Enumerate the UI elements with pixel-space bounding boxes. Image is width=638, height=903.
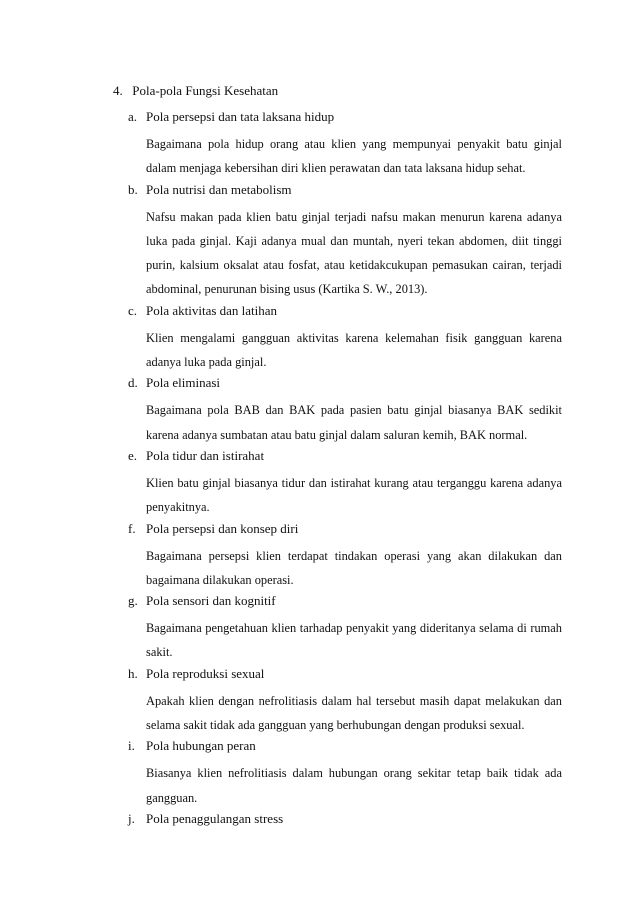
list-item <box>128 374 562 447</box>
item-title <box>128 374 562 398</box>
item-letter: a. <box>128 109 138 124</box>
item-letter: f. <box>128 520 136 536</box>
item-title <box>128 810 562 834</box>
item-title <box>128 302 562 326</box>
item-body: Nafsu makan pada klien batu ginjal terjadi nafsu makan menurun karena adanya luka pada ginjal. Kaji adanya mual dan muntah, nyeri tekan abdomen, diit tinggi purin, kalsium oksalat atau fosfat, atau ketidakcukupan pemasukan cairan, terjadi abdominal, penurunan bising usus (Kartika S. W., 2013). <box>146 209 562 297</box>
item-title-text: Pola nutrisi dan metabolism <box>146 181 292 197</box>
item-title <box>128 447 562 471</box>
list-item <box>128 592 562 665</box>
section-title: Pola-pola Fungsi Kesehatan <box>132 83 279 98</box>
item-body: Bagaimana pola hidup orang atau klien yang mempunyai penyakit batu ginjal dalam menjaga kebersihan diri klien perawatan dan tata laksana hidup sehat. <box>146 137 562 176</box>
item-title <box>128 737 562 761</box>
item-body: Bagaimana persepsi klien terdapat tindakan operasi yang akan dilakukan dan bagaimana dilakukan operasi. <box>146 548 562 587</box>
item-letter: e. <box>128 447 138 463</box>
item-title-text: Pola penaggulangan stress <box>146 810 284 826</box>
item-letter: c. <box>128 302 138 318</box>
list-item <box>128 520 562 593</box>
section-number: 4. <box>113 83 123 98</box>
list-item <box>128 302 562 375</box>
item-title <box>128 520 562 544</box>
item-body: Apakah klien dengan nefrolitiasis dalam hal tersebut masih dapat melakukan dan selama sakit tidak ada gangguan yang berhubungan dengan produksi sexual. <box>146 693 562 733</box>
item-title-text: Pola hubungan peran <box>146 738 256 754</box>
item-title-text: Pola reproduksi sexual <box>146 665 265 681</box>
item-title-text: Pola eliminasi <box>146 375 221 391</box>
item-letter: h. <box>128 665 138 681</box>
list-item <box>128 181 562 302</box>
item-title <box>128 665 562 689</box>
list-item <box>128 810 562 834</box>
item-title <box>128 181 562 205</box>
list-item <box>128 737 562 810</box>
item-title-text: Pola sensori dan kognitif <box>146 593 276 609</box>
item-title-text: Pola aktivitas dan latihan <box>146 302 278 318</box>
item-body: Klien mengalami gangguan aktivitas karena kelemahan fisik gangguan karena adanya luka pada ginjal. <box>146 330 562 370</box>
item-title-text: Pola tidur dan istirahat <box>146 447 265 463</box>
item-body: Klien batu ginjal biasanya tidur dan istirahat kurang atau terganggu karena adanya penyakitnya. <box>146 475 562 515</box>
item-title-text: Pola persepsi dan tata laksana hidup <box>146 109 335 124</box>
item-body: Bagaimana pengetahuan klien tarhadap penyakit yang dideritanya selama di rumah sakit. <box>146 621 562 660</box>
item-letter: g. <box>128 593 138 609</box>
item-letter: b. <box>128 181 138 197</box>
list-item <box>128 447 562 520</box>
item-title-text: Pola persepsi dan konsep diri <box>146 520 299 536</box>
item-letter: d. <box>128 375 138 391</box>
item-letter: j. <box>128 810 135 826</box>
item-title <box>128 592 562 616</box>
list-item <box>128 665 562 738</box>
item-body: Bagaimana pola BAB dan BAK pada pasien batu ginjal biasanya BAK sedikit karena adanya sumbatan atau batu ginjal dalam saluran kemih, BAK normal. <box>146 403 562 442</box>
item-letter: i. <box>128 738 135 754</box>
item-body: Biasanya klien nefrolitiasis dalam hubungan orang sekitar tetap baik tidak ada gangguan. <box>146 766 562 805</box>
item-title <box>128 108 562 132</box>
section-heading <box>113 82 278 100</box>
sub-item-list <box>128 108 562 834</box>
list-item <box>128 108 562 181</box>
